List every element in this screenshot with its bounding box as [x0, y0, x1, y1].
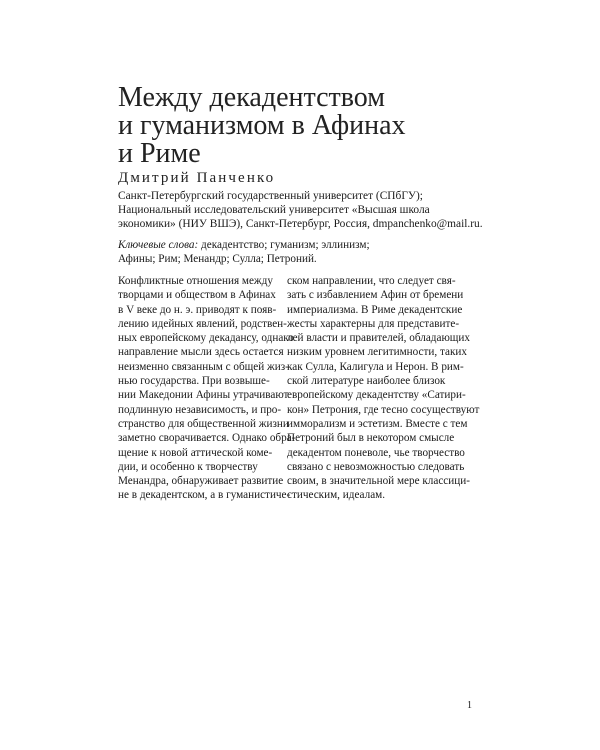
abstract-line: низким уровнем легитимности, таких [287, 346, 467, 359]
article-title [118, 84, 518, 168]
abstract-line: ской литературе наиболее близок [287, 375, 446, 388]
abstract-line: нии Македонии Афины утрачивают [118, 389, 289, 402]
affiliation-line: Национальный исследовательский университет «Высшая школа [118, 204, 430, 216]
abstract-line: кон» Петрония, где тесно сосуществуют [287, 403, 480, 416]
abstract-line: нью государства. При возвыше- [118, 375, 270, 388]
abstract-line: творцами и обществом в Афинах [118, 289, 276, 302]
abstract-line: лей власти и правителей, обладающих [287, 332, 471, 345]
abstract-line: лению идейных явлений, родствен- [118, 317, 287, 330]
abstract-line: зать с избавлением Афин от бремени [287, 289, 464, 302]
abstract-line: подлинную независимость, и про- [118, 403, 282, 416]
abstract-line: ных европейскому декадансу, однако [118, 332, 294, 345]
keywords-label: Ключевые слова: [118, 239, 199, 251]
author-name: Дмитрий Панченко [118, 170, 276, 186]
page-number: 1 [467, 700, 472, 711]
abstract-line: Конфликтные отношения между [118, 275, 273, 287]
title-line: Между декадентством [118, 82, 385, 113]
keywords-line: Афины; Рим; Менандр; Сулла; Петроний. [118, 253, 317, 265]
abstract-line: декадентом поневоле, чье творчество [287, 446, 465, 459]
abstract-line: странство для общественной жизни [118, 417, 289, 430]
abstract-line: ском направлении, что следует свя- [287, 275, 456, 287]
abstract-line: направление мысли здесь остается [118, 346, 284, 359]
abstract-line: жесты характерны для представите- [287, 317, 460, 330]
abstract-line: как Сулла, Калигула и Нерон. В рим- [287, 360, 464, 373]
author-affiliation [118, 189, 518, 231]
abstract-line: европейскому декадентству «Сатири- [287, 389, 466, 402]
title-line: и Риме [118, 138, 201, 169]
title-line: и гуманизмом в Афинах [118, 110, 406, 141]
keywords-block [118, 238, 518, 266]
abstract-line: Петроний был в некотором смысле [287, 432, 455, 445]
abstract-line: стическим, идеалам. [287, 489, 386, 502]
abstract-line: империализма. В Риме декадентские [287, 303, 463, 316]
abstract-line: дии, и особенно к творчеству [118, 460, 258, 473]
abstract-line: в V веке до н. э. приводят к появ- [118, 303, 277, 316]
abstract-line: своим, в значительной мере классици- [287, 475, 470, 488]
abstract-column-right [287, 274, 487, 503]
keywords-text: декадентство; гуманизм; эллинизм; [198, 239, 370, 251]
abstract-line: неизменно связанным с общей жиз- [118, 360, 289, 373]
abstract-line: Менандра, обнаруживает развитие [118, 475, 284, 488]
abstract-line: имморализм и эстетизм. Вместе с тем [287, 417, 468, 430]
affiliation-line: Санкт-Петербургский государственный университет (СПбГУ); [118, 190, 423, 202]
affiliation-line: экономики» (НИУ ВШЭ), Санкт-Петербург, Россия, dmpanchenko@mail.ru. [118, 218, 483, 230]
abstract-column-left [118, 274, 308, 503]
abstract-line: не в декадентском, а в гуманистиче- [118, 489, 291, 502]
abstract-line: щение к новой аттической коме- [118, 446, 273, 459]
keywords-line [118, 238, 518, 252]
abstract-line: заметно сворачивается. Однако обра- [118, 432, 296, 445]
abstract-line: связано с невозможностью следовать [287, 460, 465, 473]
